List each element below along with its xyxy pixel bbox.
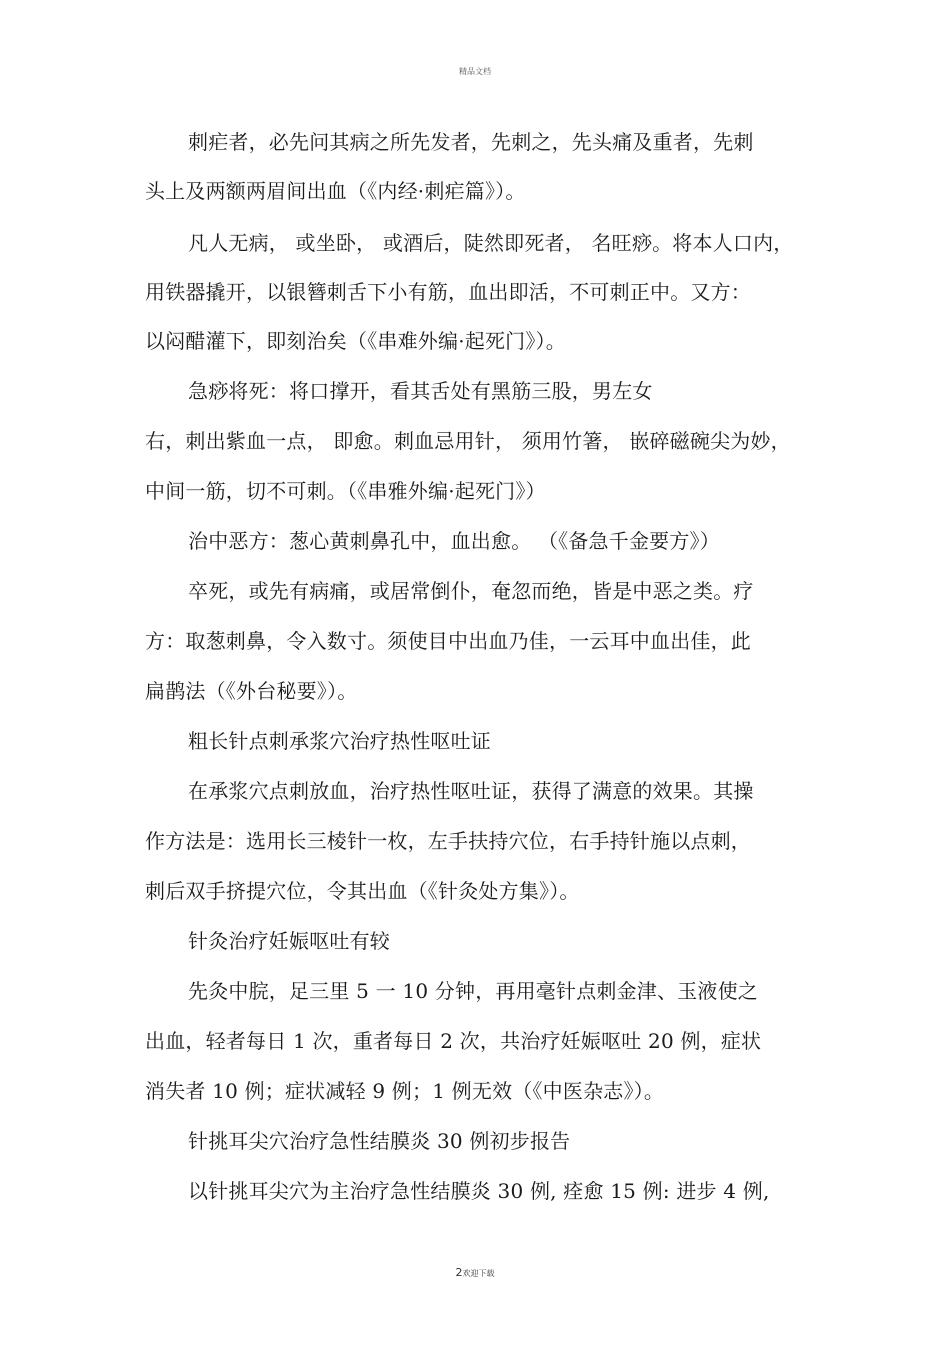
text-line: 出血，轻者每日 1 次，重者每日 2 次，共治疗妊娠呕吐 20 例，症状: [145, 1029, 762, 1053]
section-heading: 针灸治疗妊娠呕吐有较: [188, 929, 390, 953]
text-line: 以针挑耳尖穴为主治疗急性结膜炎 30 例, 痊愈 15 例: 进步 4 例,: [188, 1179, 770, 1203]
text-line: 头上及两额两眉间出血（《内经·刺疟篇》）。: [145, 179, 526, 203]
page-footer: [0, 1261, 950, 1280]
page-header: 精品文档: [459, 67, 491, 76]
text-line: 作方法是：选用长三棱针一枚，左手扶持穴位，右手持针施以点刺，: [145, 829, 751, 853]
text-line: 右，刺出紫血一点， 即愈。刺血忌用针， 须用竹箸， 嵌碎磁碗尖为妙，: [145, 429, 791, 453]
text-line: 凡人无病， 或坐卧， 或酒后，陡然即死者， 名旺痧。将本人口内，: [188, 231, 794, 255]
section-heading: 粗长针点刺承浆穴治疗热性呕吐证: [188, 729, 491, 753]
text-line: 方：取葱刺鼻，令入数寸。须使目中出血乃佳，一云耳中血出佳，此: [145, 629, 751, 653]
text-line: 刺后双手挤提穴位，令其出血（《针灸处方集》）。: [145, 879, 580, 903]
text-line: 在承浆穴点刺放血，治疗热性呕吐证，获得了满意的效果。其操: [188, 779, 754, 803]
text-line: 以闷醋灌下，即刻治矣（《串难外编·起死门》）。: [145, 329, 566, 353]
section-heading: 针挑耳尖穴治疗急性结膜炎 30 例初步报告: [188, 1129, 571, 1153]
text-line: 先灸中脘，足三里 5 一 10 分钟，再用毫针点刺金津、玉液使之: [188, 979, 759, 1003]
text-line: 急痧将死：将口撑开，看其舌处有黑筋三股，男左女: [188, 379, 653, 403]
text-line: 刺疟者，必先问其病之所先发者，先刺之，先头痛及重者，先刺: [188, 130, 754, 154]
text-line: 消失者 10 例；症状减轻 9 例；1 例无效（《中医杂志》）。: [145, 1079, 665, 1103]
footer-text: 欢迎下载: [462, 1269, 495, 1278]
text-line: 卒死，或先有病痛，或居常倒仆，奄忽而绝，皆是中恶之类。疗: [188, 579, 754, 603]
page-number: 2: [455, 1266, 463, 1279]
text-line: 用铁器撬开，以银簪刺舌下小有筋，血出即活，不可刺正中。又方：: [145, 280, 751, 304]
text-line: 中间一筋，切不可刺。（《串雅外编·起死门》）: [145, 479, 546, 503]
text-line: 扁鹊法（《外台秘要》）。: [145, 679, 358, 703]
text-line: 治中恶方：葱心黄刺鼻孔中，血出愈。 （《备急千金要方》）: [188, 529, 720, 553]
